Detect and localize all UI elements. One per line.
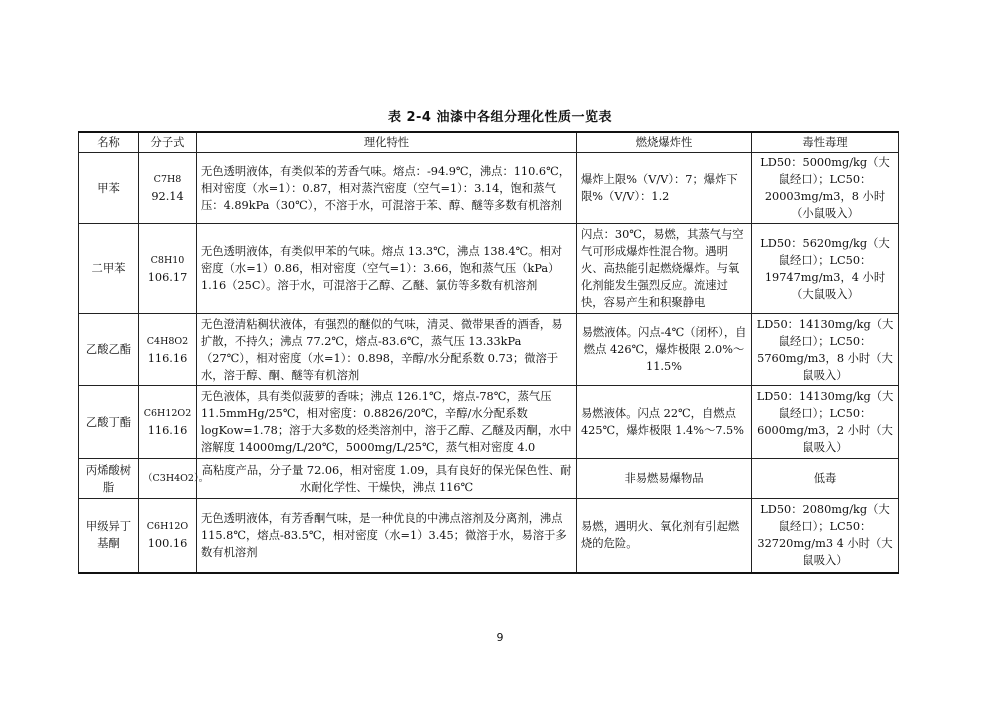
row-combustion: 闪点：30℃，易燃，其蒸气与空气可形成爆炸性混合物。遇明火、高热能引起燃烧爆炸。与氧化剂能发生强烈反应。流速过快，容易产生和积聚静电 [577, 224, 752, 314]
row-name: 二甲苯 [79, 224, 139, 314]
row-toxicity: LD50：2080mg/kg（大鼠经口）；LC50：32720mg/m3 4 小时（大鼠吸入） [752, 499, 899, 573]
row-name: 甲级异丁基酮 [79, 499, 139, 573]
row-name: 丙烯酸树脂 [79, 459, 139, 499]
row-formula-cell [139, 314, 197, 386]
row-properties: 无色透明液体，有类似苯的芳香气味。熔点：-94.9℃，沸点：110.6℃，相对密度（水=1）：0.87，相对蒸汽密度（空气=1）：3.14，饱和蒸气压：4.89kPa（30℃），不溶于水，可混溶于苯、醇、醚等多数有机溶剂 [197, 153, 577, 224]
header-combustion: 燃烧爆炸性 [577, 132, 752, 153]
row-properties: 无色液体，具有类似菠萝的香味；沸点 126.1℃，熔点-78℃，蒸气压 11.5mmHg/25℃，相对密度：0.8826/20℃，辛醇/水分配系数 logKow=1.78；溶于大多数的烃类溶剂中，溶于乙醇、乙醚及丙酮，水中溶解度 14000mg/L/20℃，5000mg/L/25℃，蒸气相对密度 4.0 [197, 386, 577, 459]
row-formula: C8H10 [150, 254, 185, 266]
row-toxicity: LD50：5620mg/kg（大鼠经口）；LC50：19747mg/m3，4 小时（大鼠吸入） [752, 224, 899, 314]
row-combustion: 非易燃易爆物品 [577, 459, 752, 499]
row-name: 乙酸乙酯 [79, 314, 139, 386]
row-combustion: 易燃，遇明火、氧化剂有引起燃烧的危险。 [577, 499, 752, 573]
row-molecular-weight: 100.16 [147, 537, 188, 551]
properties-table [78, 131, 899, 574]
row-formula: C7H8 [153, 174, 182, 185]
header-name: 名称 [79, 132, 139, 153]
row-formula: C6H12O2 [143, 408, 192, 419]
row-combustion: 易燃液体。闪点-4℃（闭杯），自燃点 426℃，爆炸极限 2.0%～11.5% [577, 314, 752, 386]
row-name: 乙酸丁酯 [79, 386, 139, 459]
row-toxicity: LD50：14130mg/kg（大鼠经口）；LC50：5760mg/m3，8 小时（大鼠吸入） [752, 314, 899, 386]
row-properties: 无色澄清粘稠状液体，有强烈的醚似的气味，清灵、微带果香的酒香，易扩散，不持久；沸点 77.2℃，熔点-83.6℃，蒸气压 13.33kPa（27℃），相对密度（水=1）：0.898，辛醇/水分配系数 0.73；微溶于水，溶于醇、酮、醚等有机溶剂 [197, 314, 577, 386]
row-combustion: 爆炸上限%（V/V）：7；爆炸下限%（V/V）：1.2 [577, 153, 752, 224]
row-formula-cell [139, 224, 197, 314]
row-molecular-weight: 116.16 [147, 424, 188, 437]
header-properties: 理化特性 [197, 132, 577, 153]
table-caption: 表 2-4 油漆中各组分理化性质一览表 [387, 110, 613, 125]
row-properties: 无色透明液体，有类似甲苯的气味。熔点 13.3℃，沸点 138.4℃。相对密度（水=1）0.86，相对密度（空气=1）：3.66，饱和蒸气压（kPa） 1.16（25C）。溶于水，可混溶于乙醇、乙醚、氯仿等多数有机溶剂 [197, 224, 577, 314]
table-row [79, 153, 899, 224]
row-toxicity: 低毒 [752, 459, 899, 499]
table-row [79, 459, 899, 499]
row-toxicity: LD50：5000mg/kg（大鼠经口）；LC50：20003mg/m3，8 小时（小鼠吸入） [752, 153, 899, 224]
header-formula: 分子式 [139, 132, 197, 153]
row-toxicity: LD50：14130mg/kg（大鼠经口）；LC50：6000mg/m3，2 小时（大鼠吸入） [752, 386, 899, 459]
table-row [79, 224, 899, 314]
row-formula: （C3H4O2）。 [143, 473, 209, 484]
header-row [79, 132, 899, 153]
row-formula-cell [139, 153, 197, 224]
row-name: 甲苯 [79, 153, 139, 224]
row-molecular-weight: 116.16 [147, 351, 188, 365]
row-molecular-weight: 106.17 [147, 270, 188, 284]
row-formula: C4H8O2 [146, 335, 189, 347]
header-toxicity: 毒性毒理 [752, 132, 899, 153]
row-formula-cell [139, 386, 197, 459]
row-formula-cell [139, 499, 197, 573]
row-formula-cell [139, 459, 209, 499]
table-row [79, 499, 899, 573]
row-properties: 高粘度产品，分子量 72.06，相对密度 1.09，具有良好的保光保色性、耐水耐化学性、干燥快，沸点 116℃ [197, 459, 577, 499]
row-combustion: 易燃液体。闪点 22℃，自燃点 425℃，爆炸极限 1.4%～7.5% [577, 386, 752, 459]
table-row [79, 314, 899, 386]
table-row [79, 386, 899, 459]
page-number: 9 [496, 631, 504, 644]
row-properties: 无色透明液体，有芳香酮气味，是一种优良的中沸点溶剂及分离剂，沸点 115.8℃，熔点-83.5℃，相对密度（水=1）3.45；微溶于水，易溶于多数有机溶剂 [197, 499, 577, 573]
row-formula: C6H12O [146, 521, 189, 533]
row-molecular-weight: 92.14 [151, 190, 184, 203]
